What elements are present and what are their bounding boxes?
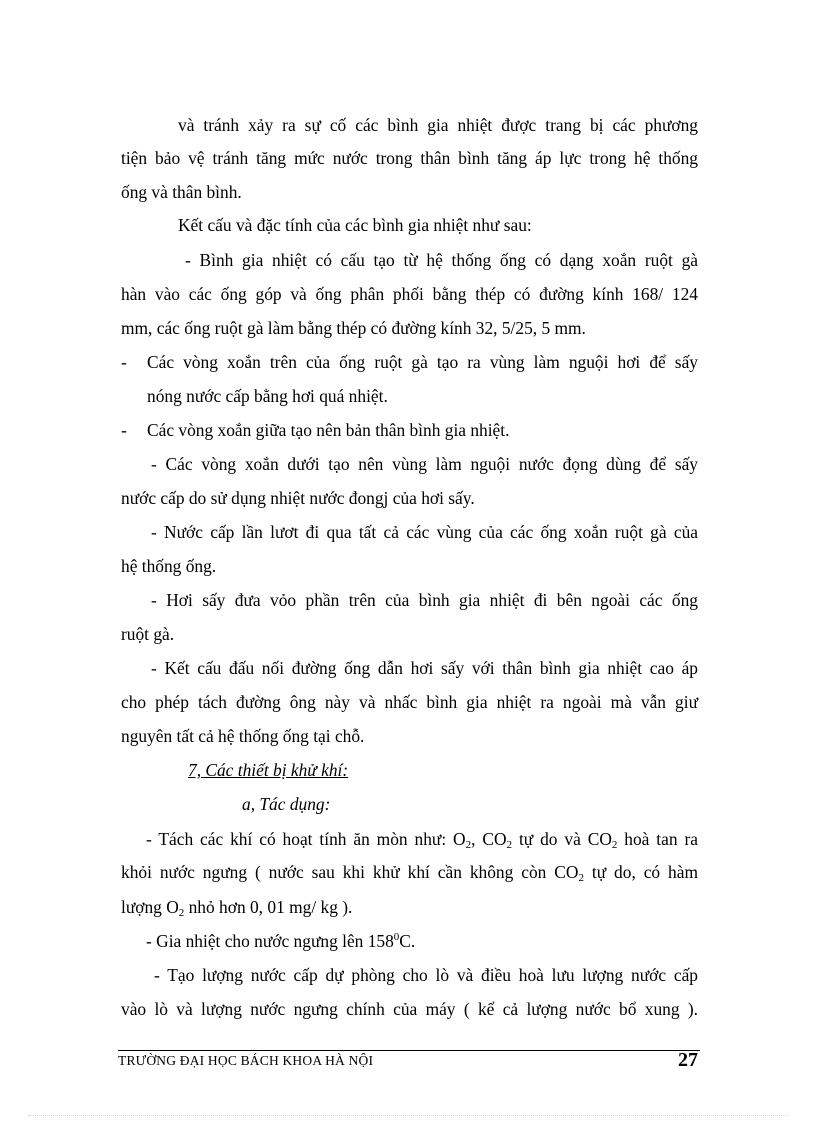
- paragraph-line: nước cấp do sử dụng nhiệt nước đongj của hơi sấy.: [121, 488, 475, 508]
- paragraph-line: vào lò và lượng nước ngưng chính của máy ( kể cả lượng nước bổ xung ).: [121, 999, 698, 1019]
- paragraph-line: khỏi nước ngưng ( nước sau khi khử khí cần không còn $CO_2$ tự do, có hàm: [121, 862, 698, 884]
- paragraph-line: - Bình gia nhiệt có cấu tạo từ hệ thống ống có dạng xoắn ruột gà: [185, 250, 698, 270]
- paragraph-line: cho phép tách đường ông này và nhấc bình gia nhiệt ra ngoài mà vẫn giư: [121, 692, 698, 712]
- bullet-dash: -: [121, 420, 127, 440]
- paragraph-line: - Nước cấp lần lươt đi qua tất cả các vùng của các ống xoắn ruột gà của: [151, 522, 698, 542]
- paragraph-line: - Hơi sấy đưa vỏo phần trên của bình gia nhiệt đi bên ngoài các ống: [151, 590, 698, 610]
- paragraph-line: - Gia nhiệt cho nước ngưng lên $158^0C$.: [146, 931, 416, 951]
- paragraph-line: hệ thống ống.: [121, 556, 217, 576]
- paragraph-line: - Kết cấu đấu nối đường ống dẫn hơi sấy với thân bình gia nhiệt cao áp: [151, 658, 698, 678]
- page-bottom-border: [28, 1115, 788, 1116]
- bullet-item: Các vòng xoắn trên của ống ruột gà tạo ra vùng làm nguội hơi để sấy: [147, 352, 698, 372]
- paragraph-line: mm, các ống ruột gà làm bằng thép có đường kính 32, 5/25, 5 mm.: [121, 318, 586, 338]
- bullet-item: Các vòng xoắn giữa tạo nên bản thân bình gia nhiệt.: [147, 420, 510, 440]
- paragraph-line: nóng nước cấp bằng hơi quá nhiệt.: [147, 386, 388, 406]
- bullet-dash: -: [121, 352, 127, 372]
- section-heading: 7, Các thiết bị khử khí:: [188, 760, 349, 780]
- paragraph-line: Kết cấu và đặc tính của các bình gia nhiệt như sau:: [178, 215, 532, 235]
- paragraph-line: ống và thân bình.: [121, 182, 242, 202]
- paragraph-line: ruột gà.: [121, 624, 175, 644]
- paragraph-line: - Tách các khí có hoạt tính ăn mòn như: $O_2$, $CO_2$ tự do và $CO_2$ hoà tan ra: [146, 829, 698, 851]
- paragraph-line: nguyên tất cả hệ thống ống tại chỗ.: [121, 726, 365, 746]
- footer-institution: TRƯỜNG ĐẠI HỌC BÁCH KHOA HÀ NỘI: [118, 1053, 374, 1068]
- subsection-heading: a, Tác dụng:: [242, 794, 331, 814]
- paragraph-line: hàn vào các ống góp và ống phân phối bằng thép có đường kính 168/ 124: [121, 284, 698, 304]
- paragraph-line: lượng $O_2$ nhỏ hơn 0, 01 mg/ kg ).: [121, 897, 353, 919]
- footer-divider: [118, 1050, 700, 1051]
- page-number: 27: [678, 1049, 698, 1071]
- paragraph-line: tiện bảo vệ tránh tăng mức nước trong thân bình tăng áp lực trong hệ thống: [121, 148, 698, 168]
- paragraph-line: - Các vòng xoắn dưới tạo nên vùng làm nguội nước đọng dùng để sấy: [151, 454, 698, 474]
- paragraph-line: và tránh xảy ra sự cố các bình gia nhiệt được trang bị các phương: [178, 115, 698, 135]
- paragraph-line: - Tạo lượng nước cấp dự phòng cho lò và điều hoà lưu lượng nước cấp: [154, 965, 698, 985]
